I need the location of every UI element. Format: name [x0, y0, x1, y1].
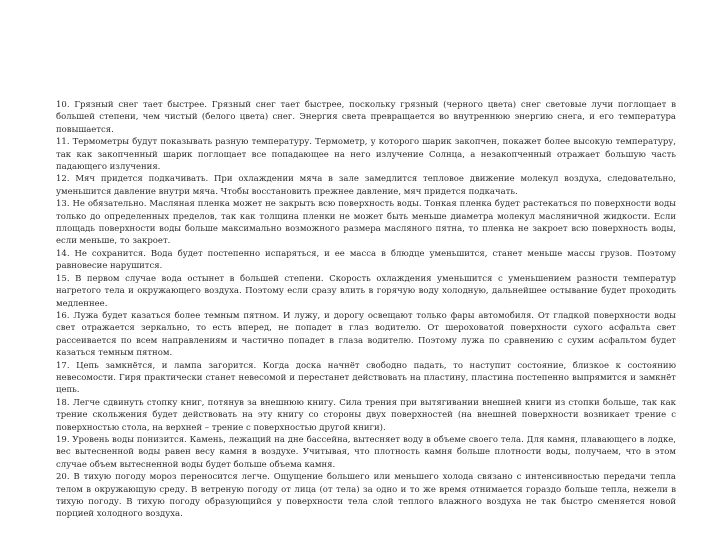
answer-paragraph-17: 17. Цепь замкнётся, и лампа загорится. Когда доска начнёт свободно падать, то наступит состояние, близкое к состоянию невесомости. Гиря практически станет невесомой и перестанет действовать на пластину, пластина постепенно выпрямится и замкнёт цепь. — [56, 360, 676, 396]
answer-paragraph-19: 19. Уровень воды понизится. Камень, лежащий на дне бассейна, вытесняет воду в объеме своего тела. Для камня, плавающего в лодке, вес вытесненной воды равен весу камня в воздухе. Учитывая, что плотность камня больше плотности воды, получаем, что в этом случае объем вытесненной воды будет больше объема камня. — [56, 434, 676, 470]
answer-paragraph-10: 10. Грязный снег тает быстрее. Грязный снег тает быстрее, поскольку грязный (черного цвета) снег световые лучи поглощает в большей степени, чем чистый (белого цвета) снег. Энергия света превращается во внутреннюю энергию снега, и его температура повышается. — [56, 100, 676, 135]
answer-paragraph-12: 12. Мяч придется подкачивать. При охлаждении мяча в зале замедлится тепловое движение молекул воздуха, следовательно, уменьшится давление внутри мяча. Чтобы восстановить прежнее давление, мяч придется подкачать. — [56, 174, 676, 197]
answer-paragraph-20: 20. В тихую погоду мороз переносится легче. Ощущение большего или меньшего холода связано с интенсивностью передачи тепла телом в окружающую среду. В ветреную погоду от лица (от тела) за одно и то же время отнимается гораздо больше тепла, нежели в тихую погоду. В тихую погоду образующийся у поверхности тела слой теплого влажного воздуха не так быстро сменяется новой порцией холодного воздуха. — [56, 472, 676, 520]
answer-paragraph-15: 15. В первом случае вода остынет в большей степени. Скорость охлаждения уменьшится с уменьшением разности температур нагретого тела и окружающего воздуха. Поэтому если сразу влить в горячую воду холодную, дальнейшее остывание будет проходить медленнее. — [56, 273, 676, 309]
answer-paragraph-18: 18. Легче сдвинуть стопку книг, потянув за внешнюю книгу. Сила трения при вытягивании внешней книги из стопки больше, так как трение скольжения будет действовать на эту книгу со стороны двух поверхностей (на внешней поверхности возникает трение с поверхностью стола, на верхней – трение с поверхностью другой книги). — [56, 397, 676, 433]
answer-paragraph-14: 14. Не сохранится. Вода будет постепенно испаряться, и ее масса в блюдце уменьшится, станет меньше массы грузов. Поэтому равновесие нарушится. — [56, 248, 676, 272]
answer-paragraph-13: 13. Не обязательно. Масляная пленка может не закрыть всю поверхность воды. Тонкая пленка будет растекаться по поверхности воды только до определенных пределов, так как толщина пленки не может быть меньше диаметра молекул масляничной жидкости. Если площадь поверхности воды больше максимально возможного размера масляного пятна, то пленка не закроет всю поверхность воды, если меньше, то закроет. — [56, 199, 676, 247]
answer-paragraph-16: 16. Лужа будет казаться более темным пятном. И лужу, и дорогу освещают только фары автомобиля. От гладкой поверхности воды свет отражается зеркально, то есть вперед, не попадет в глаз водителю. От шероховатой поверхности сухого асфальта свет рассеивается по всем направлениям и частично попадет в глаза водителю. Поэтому лужа по сравнению с сухим асфальтом будет казаться темным пятном. — [56, 310, 676, 359]
answer-paragraph-11: 11. Термометры будут показывать разную температуру. Термометр, у которого шарик закопчен, покажет более высокую температуру, так как закопченный шарик поглощает все попадающее на него излучение Солнца, а незакопченный отражает большую часть падающего излучения. — [56, 137, 676, 173]
document-body — [56, 99, 676, 521]
